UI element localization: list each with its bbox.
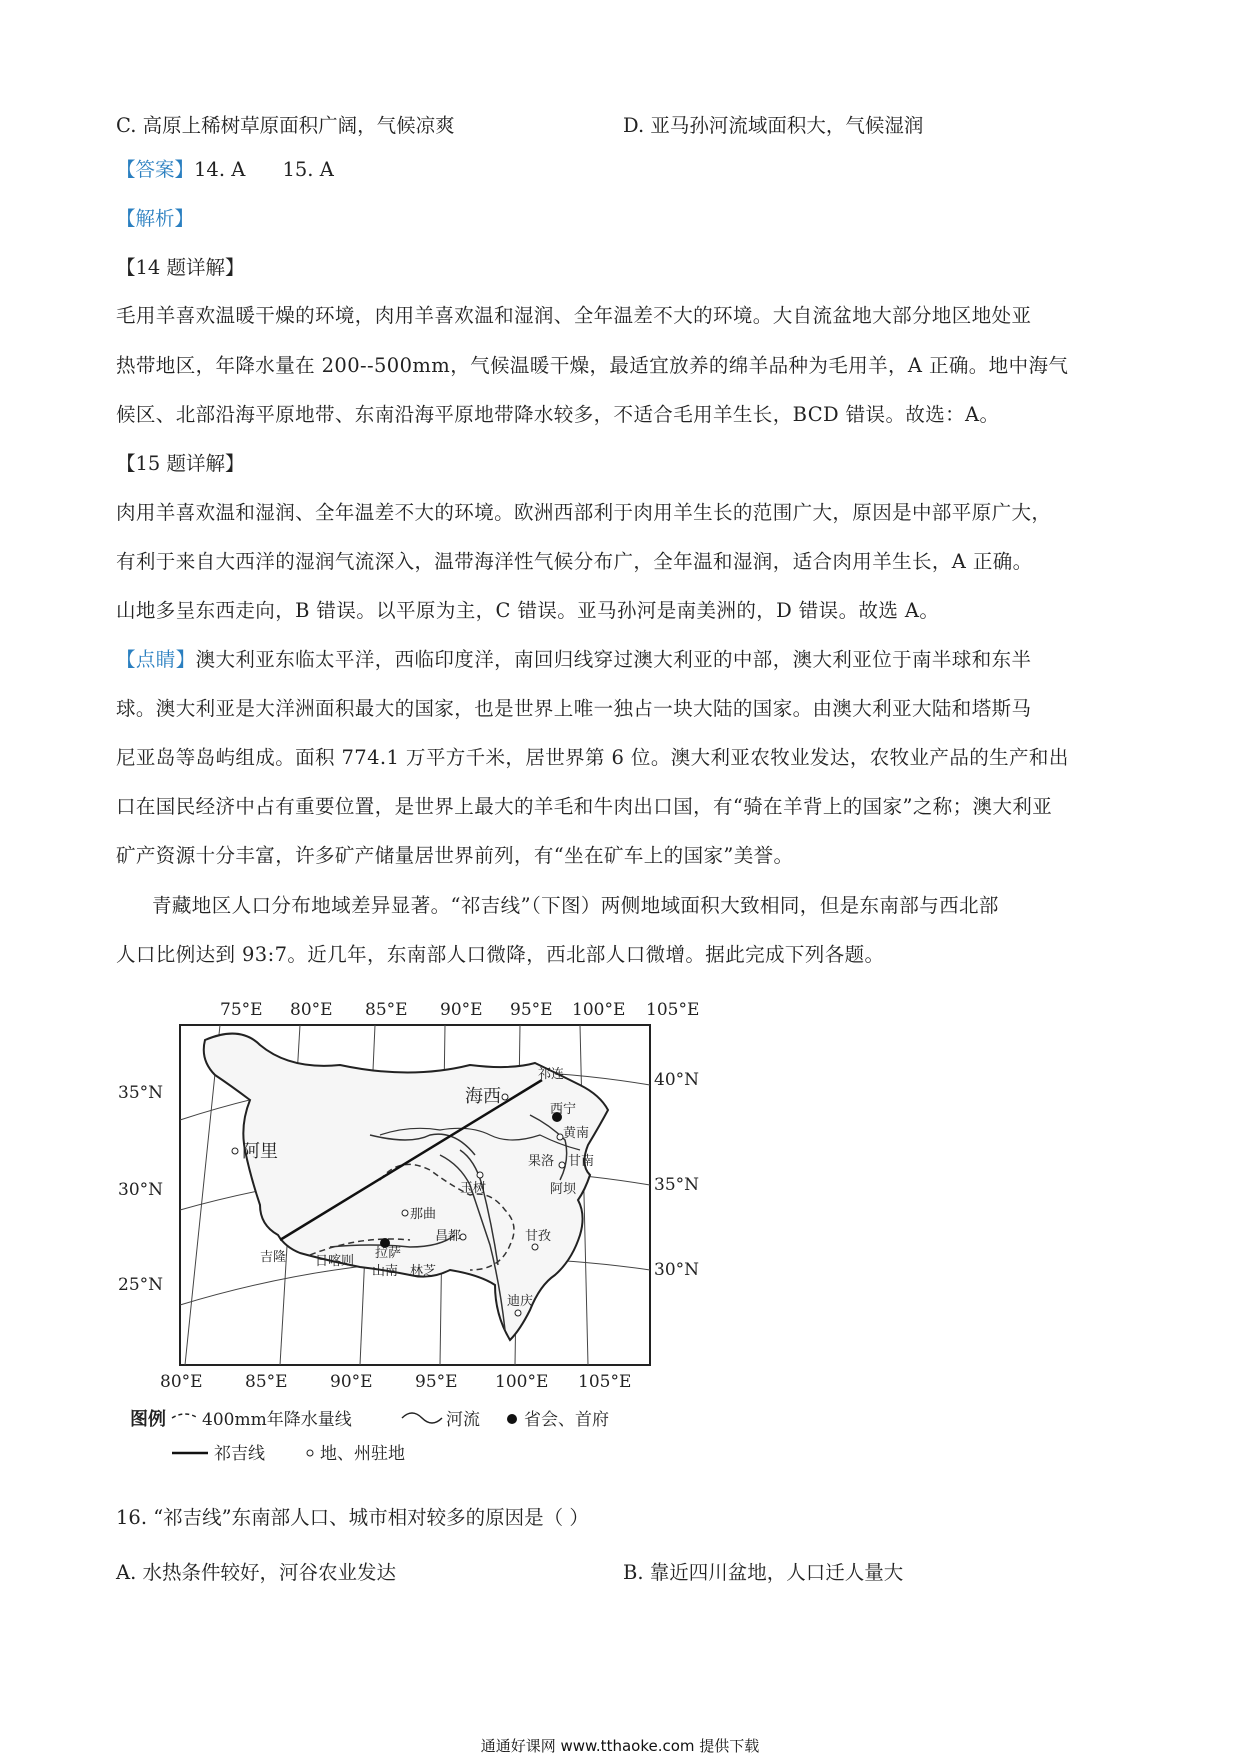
lon-top-label: 105°E [646, 1000, 700, 1020]
legend-capital-symbol [507, 1414, 517, 1424]
q15-line-2: 有利于来自大西洋的湿润气流深入，温带海洋性气候分布广，全年温和湿润，适合肉用羊生长，A 正确。 [116, 550, 1033, 573]
note-first: 澳大利亚东临太平洋，西临印度洋，南回归线穿过澳大利亚的中部，澳大利亚位于南半球和东半 [195, 648, 1032, 671]
lat-right-label: 30°N [654, 1260, 700, 1280]
lat-right-label: 35°N [654, 1175, 700, 1195]
note-line-1 [116, 650, 1031, 670]
lon-top-label: 100°E [572, 1000, 626, 1020]
lon-top-label: 90°E [440, 1000, 483, 1020]
legend-qiji: 祁吉线 [214, 1444, 265, 1464]
lon-bottom-label: 90°E [330, 1372, 373, 1392]
label-jilong: 吉隆 [260, 1250, 287, 1265]
label-huangnan: 黄南 [563, 1126, 590, 1141]
q15-line-3: 山地多呈东西走向，B 错误。以平原为主，C 错误。亚马孙河是南美洲的，D 错误。故选 A。 [116, 599, 940, 622]
label-shannan: 山南 [372, 1264, 399, 1279]
legend-river-symbol [402, 1413, 442, 1423]
label-rikaze: 日喀则 [315, 1254, 355, 1269]
label-naqu: 那曲 [410, 1207, 437, 1222]
q15-line-1: 肉用羊喜欢温和湿润、全年温差不大的环境。欧洲西部利于肉用羊生长的范围广大，原因是中部平原广大， [116, 501, 1052, 524]
q14-header: 【14 题详解】 [116, 256, 245, 279]
q15-header: 【15 题详解】 [116, 452, 245, 475]
seat-ganzi [532, 1244, 538, 1250]
qinghai-tibet-map [110, 985, 710, 1475]
label-qilian: 祁连 [538, 1067, 565, 1082]
label-linzhi: 林芝 [410, 1264, 437, 1279]
note-line-4: 口在国民经济中占有重要位置，是世界上最大的羊毛和牛肉出口国，有“骑在羊背上的国家”之称；澳大利亚 [116, 795, 1053, 818]
lat-left-label: 30°N [118, 1180, 164, 1200]
q16-stem: 16. “祁吉线”东南部人口、城市相对较多的原因是（ ） [116, 1506, 589, 1529]
answer-line [116, 160, 334, 180]
answer-tag: 【答案】 [116, 158, 195, 181]
lon-bottom-label: 105°E [578, 1372, 632, 1392]
lon-top-label: 95°E [510, 1000, 553, 1020]
legend-rain-symbol [172, 1414, 198, 1418]
label-lasa: 拉萨 [375, 1246, 402, 1261]
seat-ali [232, 1148, 238, 1154]
lat-right-label: 40°N [654, 1070, 700, 1090]
option-c: C. 高原上稀树草原面积广阔，气候凉爽 [116, 114, 455, 137]
label-changdu: 昌都 [435, 1229, 462, 1244]
legend-capital: 省会、首府 [524, 1410, 609, 1430]
lon-bottom-label: 95°E [415, 1372, 458, 1392]
label-aba: 阿坝 [550, 1182, 577, 1197]
note-tag: 【点睛】 [116, 648, 196, 671]
legend-seat-symbol [307, 1450, 313, 1456]
label-ali: 阿里 [242, 1141, 278, 1162]
q14-line-2: 热带地区，年降水量在 200--500mm，气候温暖干燥，最适宜放养的绵羊品种为毛用羊，A 正确。地中海气 [116, 354, 1069, 377]
lat-left-label: 35°N [118, 1083, 164, 1103]
legend-seat: 地、州驻地 [320, 1444, 405, 1464]
seat-gannan [559, 1162, 565, 1168]
page-footer: 通通好课网 www.tthaoke.com 提供下载 [480, 1737, 760, 1755]
lat-left-label: 25°N [118, 1275, 164, 1295]
q14-line-1: 毛用羊喜欢温暖干燥的环境，肉用羊喜欢温和湿润、全年温差不大的环境。大自流盆地大部分地区地处亚 [116, 304, 1032, 327]
lon-top-label: 85°E [365, 1000, 408, 1020]
label-diqing: 迪庆 [507, 1294, 534, 1309]
note-line-2: 球。澳大利亚是大洋洲面积最大的国家，也是世界上唯一独占一块大陆的国家。由澳大利亚大陆和塔斯马 [116, 697, 1032, 720]
answer-text: 14. A 15. A [194, 158, 334, 181]
label-ganzi: 甘孜 [525, 1229, 552, 1244]
map-legend [130, 1408, 609, 1464]
lon-top-label: 80°E [290, 1000, 333, 1020]
option-d: D. 亚马孙河流域面积大，气候湿润 [623, 114, 924, 137]
label-yushu: 玉树 [460, 1181, 487, 1196]
note-line-3: 尼亚岛等岛屿组成。面积 774.1 万平方千米，居世界第 6 位。澳大利亚农牧业发达，农牧业产品的生产和出 [116, 746, 1069, 769]
lon-top-label: 75°E [220, 1000, 263, 1020]
intro-line-2: 人口比例达到 93:7。近几年，东南部人口微降，西北部人口微增。据此完成下列各题。 [116, 943, 885, 966]
analysis-tag-text: 【解析】 [116, 207, 195, 230]
note-line-5: 矿产资源十分丰富，许多矿产储量居世界前列，有“坐在矿车上的国家”美誉。 [116, 844, 794, 867]
lon-bottom-label: 80°E [160, 1372, 203, 1392]
label-xining: 西宁 [550, 1102, 577, 1117]
analysis-tag [116, 209, 194, 229]
lon-bottom-label: 85°E [245, 1372, 288, 1392]
label-guoluo: 果洛 [528, 1154, 555, 1169]
q16-option-b: B. 靠近四川盆地，人口迁人量大 [623, 1561, 904, 1584]
lon-bottom-label: 100°E [495, 1372, 549, 1392]
legend-title: 图例 [130, 1409, 166, 1430]
seat-diqing [515, 1310, 521, 1316]
seat-naqu [402, 1210, 408, 1216]
label-gannan: 甘南 [568, 1154, 595, 1169]
intro-line-1: 青藏地区人口分布地域差异显著。“祁吉线”（下图）两侧地域面积大致相同，但是东南部与西北部 [152, 894, 999, 917]
q14-line-3: 候区、北部沿海平原地带、东南沿海平原地带降水较多，不适合毛用羊生长，BCD 错误。故选：A。 [116, 403, 1000, 426]
label-haixi: 海西 [465, 1086, 501, 1107]
legend-river: 河流 [446, 1410, 480, 1430]
seat-haixi [502, 1094, 508, 1100]
legend-rain: 400mm年降水量线 [202, 1410, 352, 1430]
q16-option-a: A. 水热条件较好，河谷农业发达 [116, 1561, 396, 1584]
seat-yushu [477, 1172, 483, 1178]
